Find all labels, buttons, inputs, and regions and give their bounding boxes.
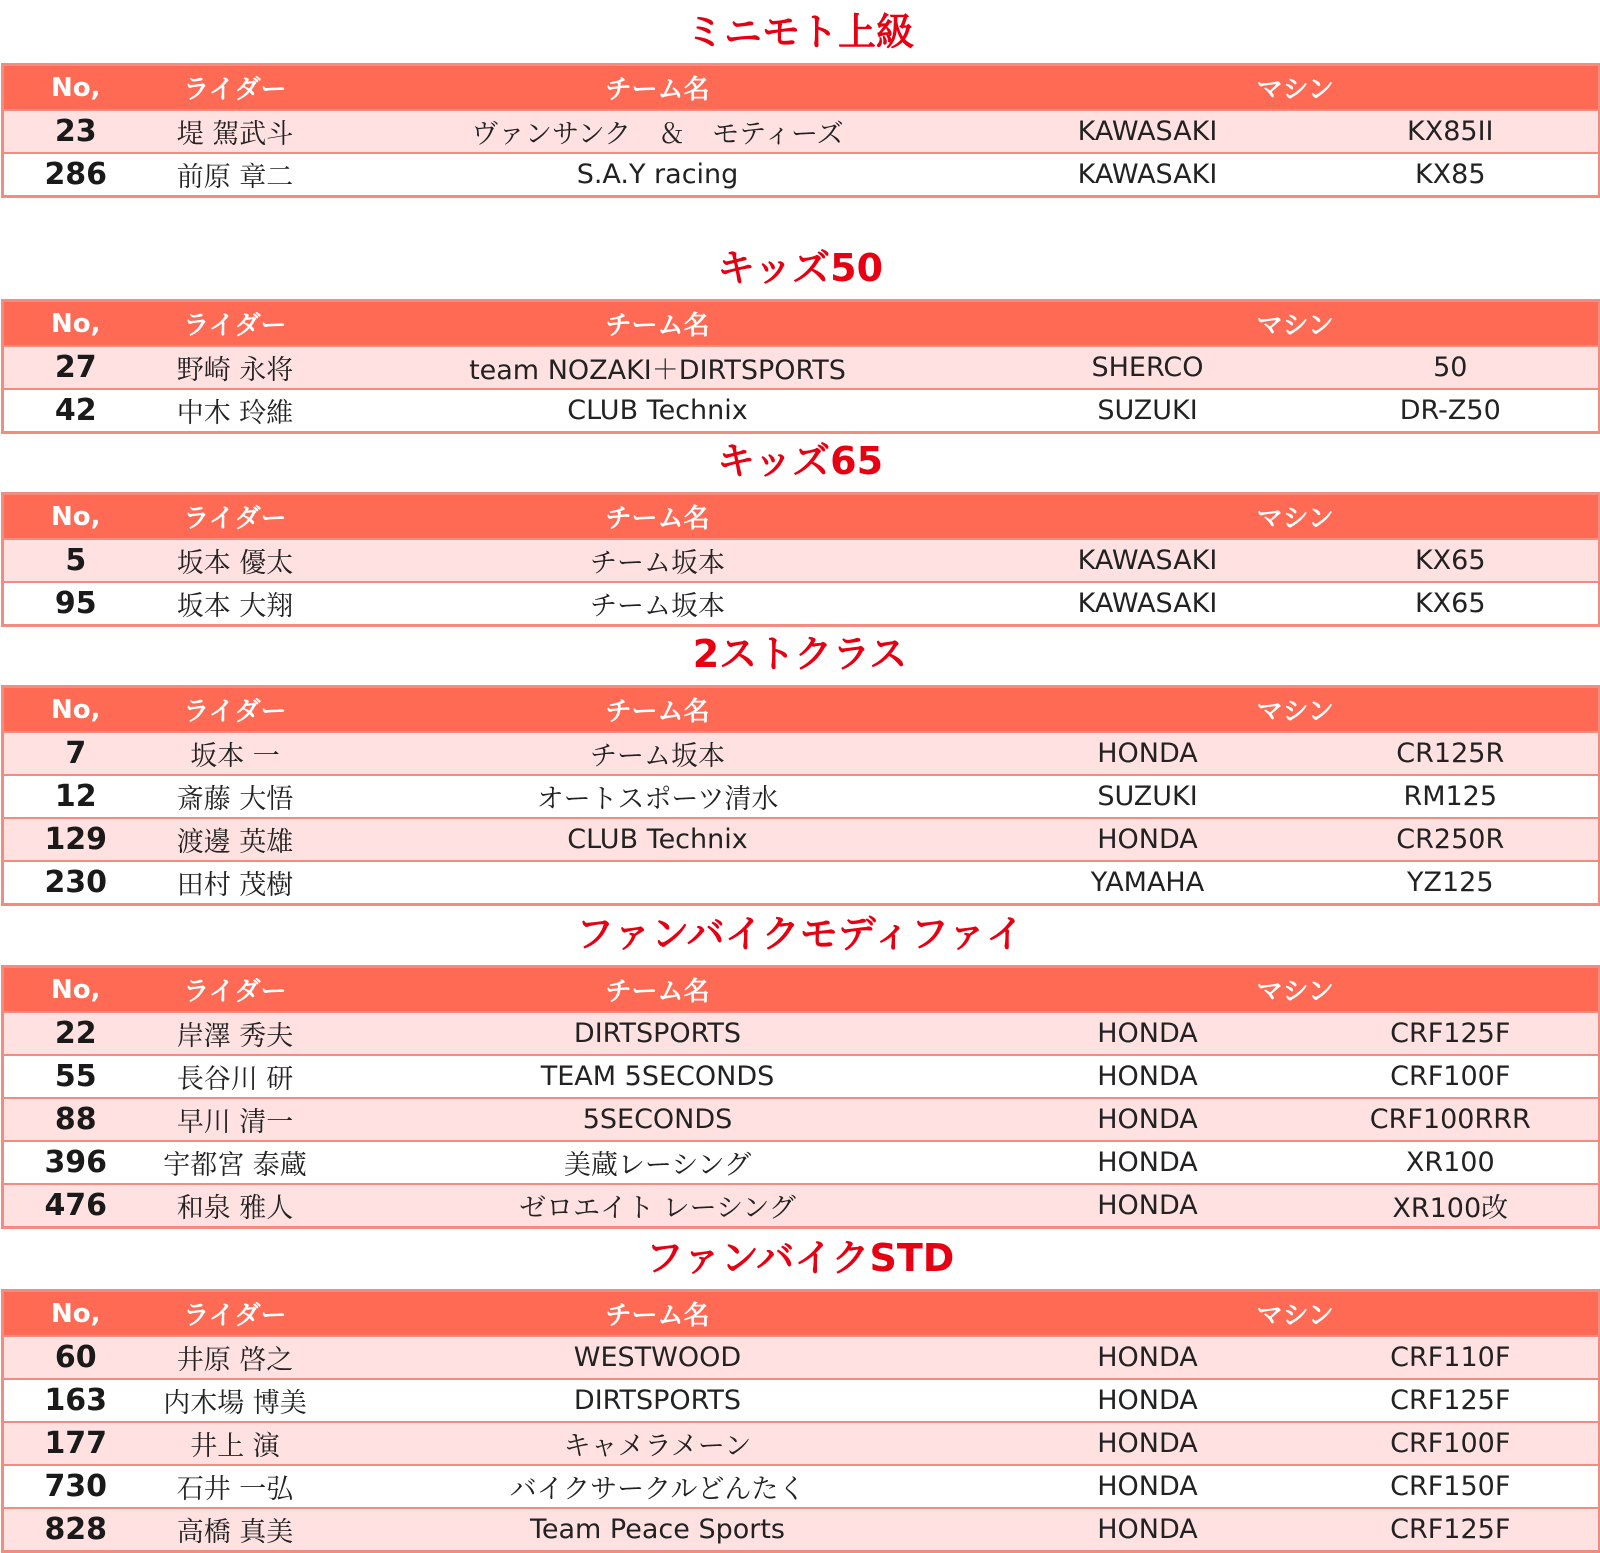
table-row	[3, 861, 1600, 905]
cell-no: 95	[3, 582, 148, 626]
header-rider: ライダー	[148, 1291, 323, 1337]
cell-rider: 前原 章二	[148, 153, 323, 197]
section-title: ミニモト上級	[685, 10, 914, 54]
cell-no: 23	[3, 110, 148, 153]
table-row	[3, 1508, 1600, 1552]
table-header-row	[3, 65, 1600, 111]
cell-team: TEAM 5SECONDS	[323, 1055, 993, 1098]
cell-rider: 渡邊 英雄	[148, 818, 323, 861]
table-row	[3, 1098, 1600, 1141]
table-row	[3, 582, 1600, 626]
table-row	[3, 1012, 1600, 1055]
section-title: ファンバイクSTD	[645, 1236, 955, 1280]
header-team: チーム名	[323, 967, 993, 1013]
entry-table	[1, 299, 1600, 434]
header-team: チーム名	[323, 687, 993, 733]
cell-team: 美蔵レーシング	[323, 1141, 993, 1184]
cell-model: 50	[1303, 346, 1600, 389]
section-title: ファンバイクモディファイ	[575, 912, 1025, 956]
header-team: チーム名	[323, 1291, 993, 1337]
cell-maker: SUZUKI	[993, 775, 1303, 818]
table-header-row	[3, 1291, 1600, 1337]
entry-table	[1, 1289, 1600, 1553]
cell-rider: 長谷川 研	[148, 1055, 323, 1098]
header-machine: マシン	[993, 301, 1600, 347]
cell-rider: 早川 清一	[148, 1098, 323, 1141]
cell-model: CR250R	[1303, 818, 1600, 861]
cell-model: CRF100F	[1303, 1422, 1600, 1465]
cell-rider: 坂本 大翔	[148, 582, 323, 626]
cell-no: 60	[3, 1336, 148, 1379]
cell-model: YZ125	[1303, 861, 1600, 905]
cell-rider: 坂本 優太	[148, 539, 323, 582]
header-machine: マシン	[993, 967, 1600, 1013]
cell-model: CRF150F	[1303, 1465, 1600, 1508]
cell-maker: KAWASAKI	[993, 110, 1303, 153]
header-no: No,	[3, 967, 148, 1013]
header-machine: マシン	[993, 687, 1600, 733]
cell-team: チーム坂本	[323, 732, 993, 775]
table-header-row	[3, 967, 1600, 1013]
cell-no: 55	[3, 1055, 148, 1098]
entry-table	[1, 492, 1600, 627]
cell-rider: 和泉 雅人	[148, 1184, 323, 1228]
cell-team: ヴァンサンク ＆ モティーズ	[323, 110, 993, 153]
cell-no: 396	[3, 1141, 148, 1184]
table-row	[3, 775, 1600, 818]
cell-team: チーム坂本	[323, 582, 993, 626]
cell-team: DIRTSPORTS	[323, 1012, 993, 1055]
cell-no: 88	[3, 1098, 148, 1141]
cell-rider: 岸澤 秀夫	[148, 1012, 323, 1055]
cell-rider: 田村 茂樹	[148, 861, 323, 905]
cell-team: バイクサークルどんたく	[323, 1465, 993, 1508]
cell-maker: YAMAHA	[993, 861, 1303, 905]
table-header-row	[3, 301, 1600, 347]
cell-maker: HONDA	[993, 1055, 1303, 1098]
header-rider: ライダー	[148, 967, 323, 1013]
cell-maker: HONDA	[993, 818, 1303, 861]
cell-team: Team Peace Sports	[323, 1508, 993, 1552]
table-row	[3, 346, 1600, 389]
section-title: キッズ50	[716, 246, 884, 290]
entry-table	[1, 685, 1600, 906]
cell-rider: 堤 駕武斗	[148, 110, 323, 153]
cell-no: 286	[3, 153, 148, 197]
cell-team: オートスポーツ清水	[323, 775, 993, 818]
cell-model: KX85II	[1303, 110, 1600, 153]
cell-maker: HONDA	[993, 1379, 1303, 1422]
cell-no: 828	[3, 1508, 148, 1552]
cell-no: 129	[3, 818, 148, 861]
header-team: チーム名	[323, 301, 993, 347]
cell-maker: SHERCO	[993, 346, 1303, 389]
cell-rider: 内木場 博美	[148, 1379, 323, 1422]
header-rider: ライダー	[148, 687, 323, 733]
cell-maker: KAWASAKI	[993, 582, 1303, 626]
cell-no: 42	[3, 389, 148, 433]
cell-maker: HONDA	[993, 1336, 1303, 1379]
cell-no: 230	[3, 861, 148, 905]
cell-team: S.A.Y racing	[323, 153, 993, 197]
cell-team: CLUB Technix	[323, 818, 993, 861]
section-title: 2ストクラス	[692, 632, 908, 676]
cell-rider: 中木 玲維	[148, 389, 323, 433]
cell-maker: KAWASAKI	[993, 539, 1303, 582]
header-rider: ライダー	[148, 494, 323, 540]
cell-model: CRF125F	[1303, 1379, 1600, 1422]
table-row	[3, 1055, 1600, 1098]
cell-model: KX85	[1303, 153, 1600, 197]
table-row	[3, 732, 1600, 775]
cell-model: CRF100RRR	[1303, 1098, 1600, 1141]
cell-rider: 斎藤 大悟	[148, 775, 323, 818]
cell-rider: 坂本 一	[148, 732, 323, 775]
cell-team: WESTWOOD	[323, 1336, 993, 1379]
table-header-row	[3, 494, 1600, 540]
cell-model: CR125R	[1303, 732, 1600, 775]
cell-team: 5SECONDS	[323, 1098, 993, 1141]
table-row	[3, 1184, 1600, 1228]
section-title: キッズ65	[716, 439, 884, 483]
cell-no: 7	[3, 732, 148, 775]
cell-maker: KAWASAKI	[993, 153, 1303, 197]
table-row	[3, 818, 1600, 861]
cell-no: 27	[3, 346, 148, 389]
cell-maker: HONDA	[993, 732, 1303, 775]
table-header-row	[3, 687, 1600, 733]
cell-no: 163	[3, 1379, 148, 1422]
cell-model: CRF110F	[1303, 1336, 1600, 1379]
header-team: チーム名	[323, 494, 993, 540]
cell-no: 22	[3, 1012, 148, 1055]
cell-team: team NOZAKI＋DIRTSPORTS	[323, 346, 993, 389]
cell-maker: HONDA	[993, 1141, 1303, 1184]
cell-maker: HONDA	[993, 1465, 1303, 1508]
header-no: No,	[3, 494, 148, 540]
header-rider: ライダー	[148, 301, 323, 347]
cell-no: 5	[3, 539, 148, 582]
cell-team: DIRTSPORTS	[323, 1379, 993, 1422]
cell-team: キャメラメーン	[323, 1422, 993, 1465]
cell-rider: 野崎 永将	[148, 346, 323, 389]
cell-no: 730	[3, 1465, 148, 1508]
header-machine: マシン	[993, 1291, 1600, 1337]
table-row	[3, 153, 1600, 197]
cell-no: 177	[3, 1422, 148, 1465]
cell-maker: HONDA	[993, 1184, 1303, 1228]
cell-maker: HONDA	[993, 1098, 1303, 1141]
cell-maker: SUZUKI	[993, 389, 1303, 433]
cell-team	[323, 861, 993, 905]
entry-table	[1, 63, 1600, 198]
header-machine: マシン	[993, 65, 1600, 111]
cell-rider: 井上 演	[148, 1422, 323, 1465]
entry-table	[1, 965, 1600, 1229]
table-row	[3, 1379, 1600, 1422]
header-no: No,	[3, 687, 148, 733]
cell-team: チーム坂本	[323, 539, 993, 582]
cell-model: RM125	[1303, 775, 1600, 818]
table-row	[3, 110, 1600, 153]
table-row	[3, 1141, 1600, 1184]
header-no: No,	[3, 1291, 148, 1337]
cell-rider: 井原 啓之	[148, 1336, 323, 1379]
header-rider: ライダー	[148, 65, 323, 111]
cell-model: DR-Z50	[1303, 389, 1600, 433]
cell-model: CRF125F	[1303, 1012, 1600, 1055]
cell-rider: 石井 一弘	[148, 1465, 323, 1508]
header-no: No,	[3, 301, 148, 347]
header-machine: マシン	[993, 494, 1600, 540]
table-row	[3, 1465, 1600, 1508]
cell-model: CRF125F	[1303, 1508, 1600, 1552]
cell-model: XR100改	[1303, 1184, 1600, 1228]
cell-maker: HONDA	[993, 1508, 1303, 1552]
table-row	[3, 539, 1600, 582]
table-row	[3, 389, 1600, 433]
table-row	[3, 1336, 1600, 1379]
cell-team: CLUB Technix	[323, 389, 993, 433]
header-no: No,	[3, 65, 148, 111]
cell-model: CRF100F	[1303, 1055, 1600, 1098]
cell-rider: 宇都宮 泰蔵	[148, 1141, 323, 1184]
table-row	[3, 1422, 1600, 1465]
cell-team: ゼロエイト レーシング	[323, 1184, 993, 1228]
cell-model: XR100	[1303, 1141, 1600, 1184]
cell-no: 12	[3, 775, 148, 818]
header-team: チーム名	[323, 65, 993, 111]
cell-maker: HONDA	[993, 1012, 1303, 1055]
cell-model: KX65	[1303, 539, 1600, 582]
cell-model: KX65	[1303, 582, 1600, 626]
cell-rider: 高橋 真美	[148, 1508, 323, 1552]
cell-no: 476	[3, 1184, 148, 1228]
cell-maker: HONDA	[993, 1422, 1303, 1465]
